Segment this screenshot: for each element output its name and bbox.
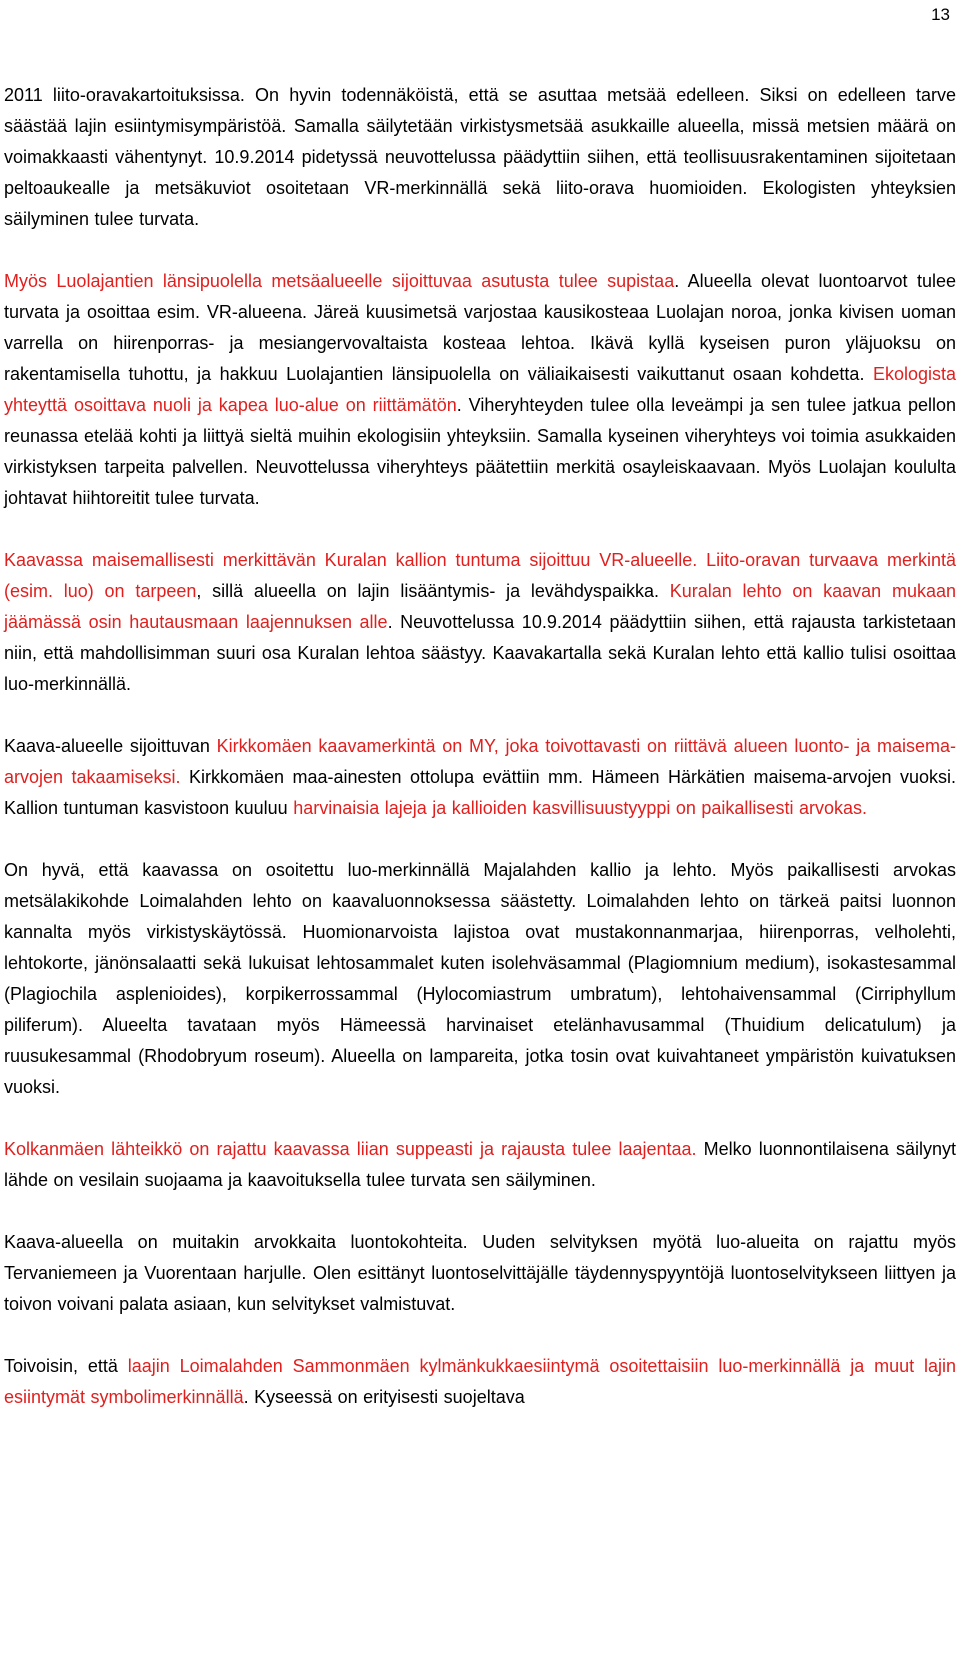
paragraph-3	[4, 545, 956, 700]
paragraph-2	[4, 266, 956, 514]
highlighted-text: Kuralan lehto on kaavan mukaan jäämässä osin hautausmaan laajennuksen alle	[4, 581, 956, 632]
paragraph-text: Toivoisin, että	[4, 1356, 128, 1376]
paragraph-text: 2011 liito-oravakartoituksissa. On hyvin todennäköistä, että se asuttaa metsää edelleen. Siksi on edelleen tarve säästää lajin esiintymisympäristöä. Samalla säilytetään virkistysmetsää asukkaille alueella, missä metsien määrä on voimakkaasti vähentynyt. 10.9.2014 pidetyssä neuvottelussa päädyttiin siihen, että teollisuusrakentaminen sijoitetaan peltoaukealle ja metsäkuviot osoitetaan VR-merkinnällä sekä liito-orava huomioiden. Ekologisten yhteyksien säilyminen tulee turvata.	[4, 85, 956, 229]
highlighted-text: Kaavassa maisemallisesti merkittävän Kuralan kallion tuntuma sijoittuu VR-alueelle. Liito-oravan turvaava merkintä (esim. luo) on tarpeen	[4, 550, 956, 601]
paragraph-7	[4, 1227, 956, 1320]
paragraph-text: . Alueella olevat luontoarvot tulee turvata ja osoittaa esim. VR-alueena. Järeä kuusimetsä varjostaa kausikosteaa Luolajan noroa, jonka kivisen uoman varrella on hiirenporras- ja mesiangervovaltaista kosteaa lehtoa. Ikävä kyllä kyseisen puron yläjuoksu on rakentamisella tuhottu, ja hakkuu Luolajantien länsipuolella on väliaikaisesti vaikuttanut osaan kohdetta.	[4, 271, 956, 384]
paragraph-text: . Viheryhteyden tulee olla leveämpi ja sen tulee jatkua pellon reunassa etelää kohti ja liittyä sieltä muihin ekologisiin yhteyksiin. Samalla kyseinen viheryhteys voi toimia asukkaiden virkistyksen tarpeita palvellen. Neuvottelussa viheryhteys päätettiin merkitä osayleiskaavaan. Myös Luolajan koululta johtavat hiihtoreitit tulee turvata.	[4, 395, 956, 508]
paragraph-text: Kirkkomäen maa-ainesten ottolupa evättiin mm. Hämeen Härkätien maisema-arvojen vuoksi. Kallion tuntuman kasvistoon kuuluu	[4, 767, 957, 818]
paragraph-text: . Neuvottelussa 10.9.2014 päädyttiin siihen, että rajausta tarkistetaan niin, että mahdollisimman suuri osa Kuralan lehtoa säästyy. Kaavakartalla sekä Kuralan lehto että kallio tulisi osoittaa luo-merkinnällä.	[4, 612, 956, 694]
document-body	[4, 80, 956, 1413]
page-number: 13	[931, 5, 950, 24]
highlighted-text: Kolkanmäen lähteikkö on rajattu kaavassa liian suppeasti ja rajausta tulee laajentaa.	[4, 1139, 697, 1159]
paragraph-text: . Kyseessä on erityisesti suojeltava	[243, 1387, 525, 1407]
highlighted-text: Ekologista yhteyttä osoittava nuoli ja kapea luo-alue on riittämätön	[4, 364, 956, 415]
paragraph-8	[4, 1351, 956, 1413]
paragraph-text: Kaava-alueelle sijoittuvan	[4, 736, 217, 756]
paragraph-4	[4, 731, 956, 824]
highlighted-text: harvinaisia lajeja ja kallioiden kasvillisuustyyppi on paikallisesti arvokas.	[293, 798, 867, 818]
paragraph-text: Melko luonnontilaisena säilynyt lähde on vesilain suojaama ja kaavoituksella tulee turvata sen säilyminen.	[4, 1139, 956, 1190]
highlighted-text: Kirkkomäen kaavamerkintä on MY, joka toivottavasti on riittävä alueen luonto- ja maisema-arvojen takaamiseksi.	[4, 736, 956, 787]
paragraph-text: Kaava-alueella on muitakin arvokkaita luontokohteita. Uuden selvityksen myötä luo-alueita on rajattu myös Tervaniemeen ja Vuorentaan harjulle. Olen esittänyt luontoselvittäjälle täydennyspyyntöjä luontoselvitykseen liittyen ja toivon voivani palata asiaan, kun selvitykset valmistuvat.	[4, 1232, 956, 1314]
paragraph-6	[4, 1134, 956, 1196]
paragraph-text: On hyvä, että kaavassa on osoitettu luo-merkinnällä Majalahden kallio ja lehto. Myös paikallisesti arvokas metsälakikohde Loimalahden lehto on kaavaluonnoksessa säästetty. Loimalahden lehto on tärkeä paitsi luonnon kannalta myös virkistyskäytössä. Huomionarvoista lajistoa ovat mustakonnanmarjaa, hiirenporras, velholehti, lehtokorte, jänönsalaatti sekä lukuisat lehtosammalet kuten isolehväsammal (Plagiomnium medium), isokastesammal (Plagiochila asplenioides), korpikerrossammal (Hylocomiastrum umbratum), lehtohaivensammal (Cirriphyllum piliferum). Alueelta tavataan myös Hämeessä harvinaiset etelänhavusammal (Thuidium delicatulum) ja ruusukesammal (Rhodobryum roseum). Alueella on lampareita, jotka tosin ovat kuivahtaneet ympäristön kuivatuksen vuoksi.	[4, 860, 956, 1097]
highlighted-text: laajin Loimalahden Sammonmäen kylmänkukkaesiintymä osoitettaisiin luo-merkinnällä ja muut lajin esiintymät symbolimerkinnällä	[4, 1356, 956, 1407]
paragraph-text: , sillä alueella on lajin lisääntymis- ja levähdyspaikka.	[196, 581, 670, 601]
highlighted-text: Myös Luolajantien länsipuolella metsäalueelle sijoittuvaa asutusta tulee supistaa	[4, 271, 675, 291]
paragraph-1	[4, 80, 956, 235]
paragraph-5	[4, 855, 956, 1103]
